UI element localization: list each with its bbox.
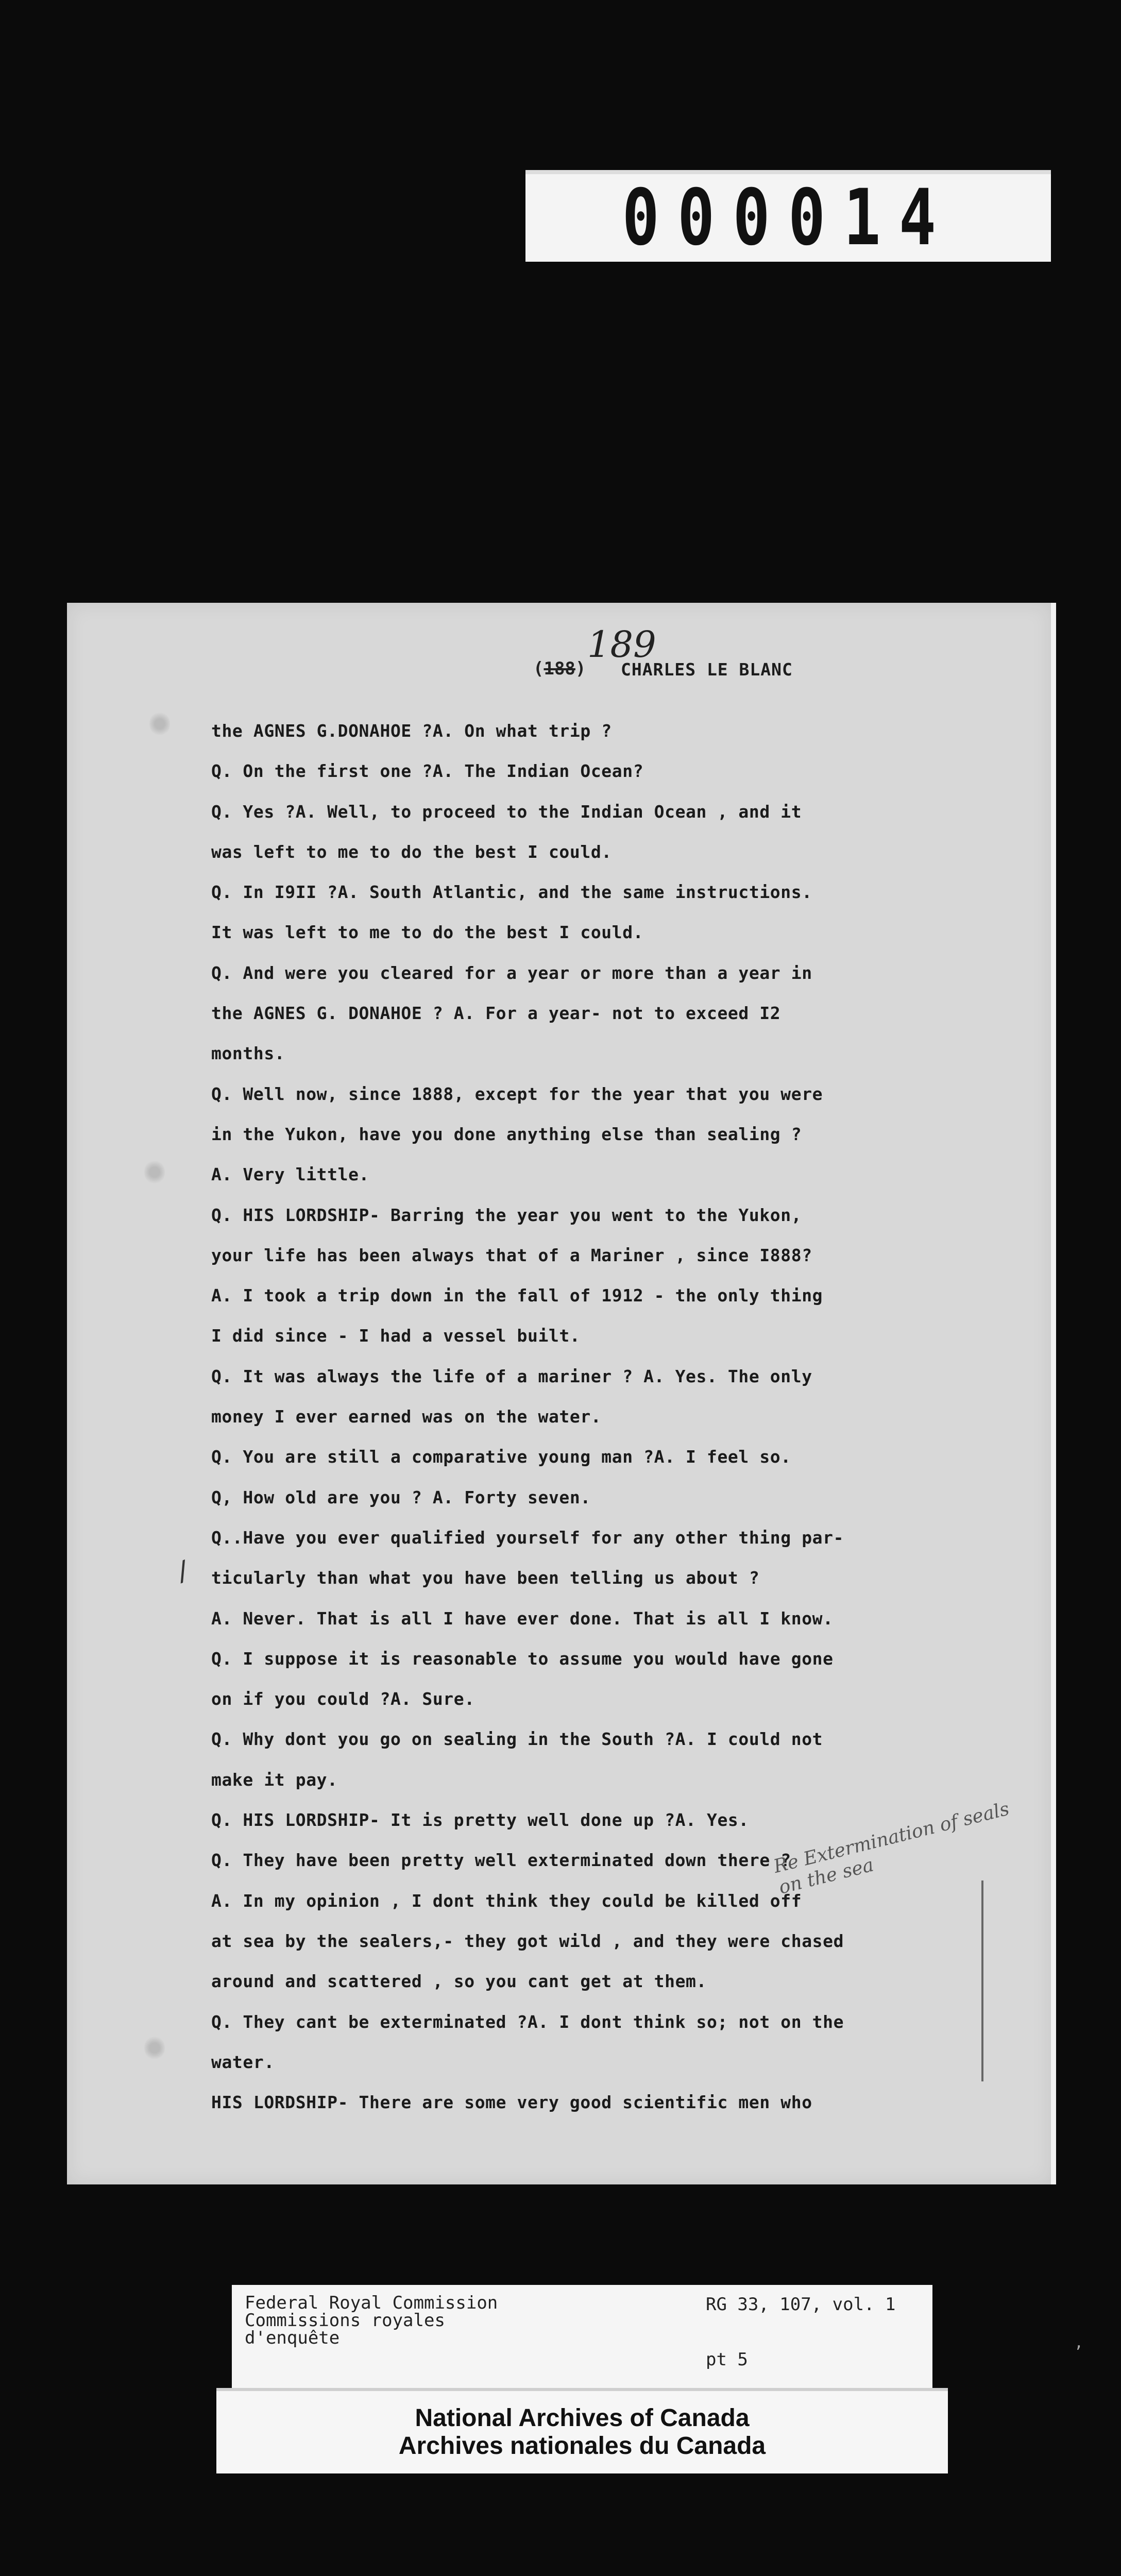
archive-name-english: National Archives of Canada (415, 2404, 750, 2432)
archive-card (216, 2388, 948, 2473)
transcript-line: A. In my opinion , I dont think they could be killed off (211, 1890, 802, 1911)
transcript-line: Q. HIS LORDSHIP- Barring the year you went to the Yukon, (211, 1205, 802, 1225)
transcript-line: the AGNES G.DONAHOE ?A. On what trip ? (211, 721, 612, 741)
handwritten-page-number: 189 (587, 623, 656, 666)
reference-volume: RG 33, 107, vol. 1 (706, 2294, 896, 2315)
transcript-line: Q. You are still a comparative young man ?A. I feel so. (211, 1447, 791, 1467)
document-page (67, 603, 1056, 2184)
archive-name-french: Archives nationales du Canada (398, 2432, 766, 2460)
transcript-line: I did since - I had a vessel built. (211, 1326, 581, 1346)
transcript-line: Q. It was always the life of a mariner ? A. Yes. The only (211, 1366, 812, 1386)
transcript-line: Q. HIS LORDSHIP- It is pretty well done up ?A. Yes. (211, 1810, 749, 1831)
transcript-line: Q. Why dont you go on sealing in the South ?A. I could not (211, 1729, 823, 1750)
transcript-line: Q, How old are you ? A. Forty seven. (211, 1487, 591, 1507)
margin-annotation-bar (981, 1880, 983, 2081)
reference-card (232, 2285, 932, 2388)
transcript-line: Q. I suppose it is reasonable to assume you would have gone (211, 1648, 834, 1669)
transcript-line: Q. They have been pretty well exterminated down there ? (211, 1850, 791, 1871)
transcript-line: your life has been always that of a Mariner , since I888? (211, 1245, 812, 1265)
transcript-line: A. Never. That is all I have ever done. That is all I know. (211, 1608, 834, 1629)
reference-collection (245, 2294, 498, 2347)
punch-hole (144, 1159, 165, 1185)
punch-hole (144, 2035, 165, 2061)
transcript-line: months. (211, 1043, 285, 1064)
transcript-line: on if you could ?A. Sure. (211, 1689, 475, 1709)
margin-check-mark: / (170, 1554, 196, 1588)
struck-page-number: (188) (533, 658, 586, 679)
frame-counter (525, 170, 1051, 262)
reference-line-3: d'enquête (245, 2328, 340, 2348)
transcript-line: around and scattered , so you cant get at them. (211, 1971, 707, 1992)
transcript-line: HIS LORDSHIP- There are some very good scientific men who (211, 2092, 812, 2113)
transcript-line: the AGNES G. DONAHOE ? A. For a year- not to exceed I2 (211, 1003, 781, 1024)
transcript-line: Q. They cant be exterminated ?A. I dont think so; not on the (211, 2011, 844, 2032)
reference-part: pt 5 (706, 2349, 748, 2370)
transcript-line: in the Yukon, have you done anything else than sealing ? (211, 1124, 802, 1144)
reference-line-2: Commissions royales (245, 2310, 445, 2331)
transcript-line: A. I took a trip down in the fall of 1912 - the only thing (211, 1285, 823, 1306)
transcript-line: Q. On the first one ?A. The Indian Ocean? (211, 761, 644, 782)
transcript-line: ticularly than what you have been telling us about ? (211, 1568, 760, 1588)
margin-annotation: Re Extermination of seals on the sea (771, 1798, 1012, 1899)
running-head: CHARLES LE BLANC (621, 659, 793, 680)
film-mark: , (1074, 2334, 1084, 2352)
transcript-line: at sea by the sealers,- they got wild , and they were chased (211, 1930, 844, 1951)
transcript-body (211, 711, 1015, 2123)
transcript-line: money I ever earned was on the water. (211, 1406, 602, 1427)
punch-hole (149, 711, 170, 737)
transcript-line: Q. And were you cleared for a year or more than a year in (211, 962, 812, 983)
transcript-line: was left to me to do the best I could. (211, 841, 612, 862)
frame-number: 000014 (622, 173, 955, 263)
transcript-line: make it pay. (211, 1769, 338, 1790)
transcript-line: Q. Well now, since 1888, except for the year that you were (211, 1083, 823, 1104)
transcript-line: Q. In I9II ?A. South Atlantic, and the same instructions. (211, 882, 812, 903)
transcript-line: water. (211, 2052, 275, 2072)
transcript-line: Q. Yes ?A. Well, to proceed to the Indian Ocean , and it (211, 801, 802, 822)
transcript-line: It was left to me to do the best I could. (211, 922, 644, 943)
reference-line-1: Federal Royal Commission (245, 2293, 498, 2313)
transcript-line: A. Very little. (211, 1164, 370, 1185)
transcript-line: Q..Have you ever qualified yourself for any other thing par- (211, 1527, 844, 1548)
